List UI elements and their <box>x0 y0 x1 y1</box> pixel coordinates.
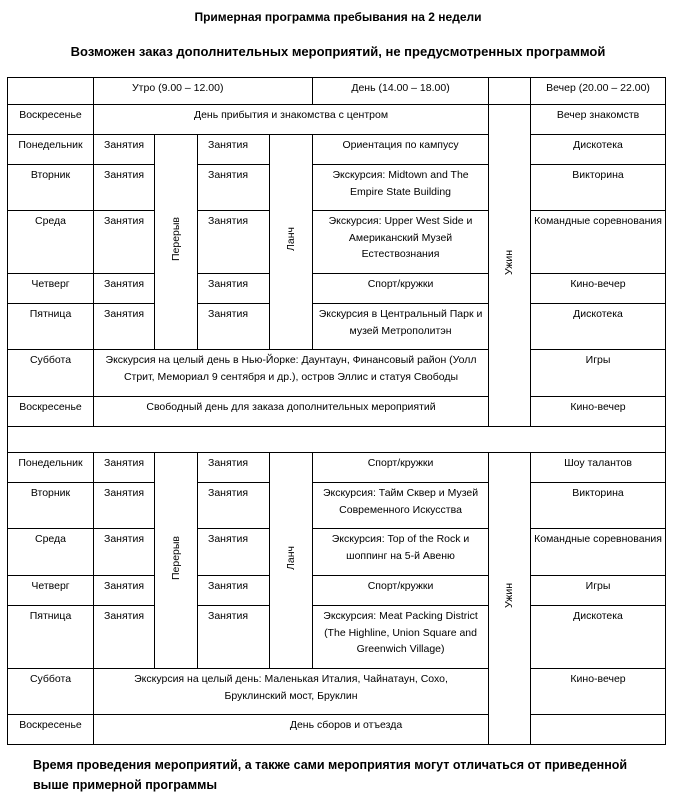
morning-cell: Занятия <box>94 304 155 350</box>
evening-cell: Игры <box>531 350 666 397</box>
day-cell: Воскресенье <box>8 715 94 745</box>
header-day-cell <box>8 78 94 105</box>
morning-cell: Занятия <box>94 135 155 165</box>
midday-cell: Занятия <box>198 576 270 606</box>
lunch-cell-week2: Ланч <box>270 453 313 669</box>
table-row <box>8 669 666 715</box>
evening-cell: Кино-вечер <box>531 669 666 715</box>
break-cell-week2: Перерыв <box>155 453 198 669</box>
midday-cell: Занятия <box>198 606 270 669</box>
afternoon-cell: Экскурсия в Центральный Парк и музей Метрополитэн <box>313 304 489 350</box>
morning-cell: Занятия <box>94 274 155 304</box>
evening-cell: Командные соревнования <box>531 211 666 274</box>
page-title: Примерная программа пребывания на 2 недели <box>194 10 482 24</box>
day-cell: Вторник <box>8 165 94 211</box>
midday-cell: Занятия <box>198 165 270 211</box>
day-cell: Четверг <box>8 576 94 606</box>
activity-cell: День сборов и отъезда <box>94 715 666 745</box>
morning-cell: Занятия <box>94 165 155 211</box>
table-row <box>8 135 666 165</box>
afternoon-cell: Экскурсия: Meat Packing District (The Highline, Union Square and Greenwich Village) <box>313 606 489 669</box>
header-row <box>8 78 666 105</box>
schedule-table <box>7 77 666 745</box>
week-separator-row <box>8 427 666 453</box>
table-row <box>8 576 666 606</box>
day-cell: Понедельник <box>8 135 94 165</box>
evening-cell: Дискотека <box>531 606 666 669</box>
activity-cell: Экскурсия на целый день: Маленькая Италия, Чайнатаун, Сохо, Бруклинский мост, Бруклин <box>94 669 489 715</box>
table-row <box>8 304 666 350</box>
separator-cell <box>8 427 666 453</box>
day-cell: Воскресенье <box>8 105 94 135</box>
midday-cell: Занятия <box>198 274 270 304</box>
evening-cell: Кино-вечер <box>531 397 666 427</box>
activity-cell: Свободный день для заказа дополнительных мероприятий <box>94 397 489 427</box>
dinner-cell-week1: Ужин <box>489 105 531 427</box>
break-cell-week1: Перерыв <box>155 135 198 350</box>
table-row <box>8 165 666 211</box>
table-row <box>8 274 666 304</box>
day-cell: Пятница <box>8 606 94 669</box>
day-cell: Суббота <box>8 350 94 397</box>
activity-cell: Экскурсия на целый день в Нью-Йорке: Даунтаун, Финансовый район (Уолл Стрит, Мемориал 9 сентября и др.), остров Эллис и статуя Свободы <box>94 350 489 397</box>
day-cell: Суббота <box>8 669 94 715</box>
morning-cell: Занятия <box>94 453 155 483</box>
evening-cell: Игры <box>531 576 666 606</box>
lunch-cell-week1: Ланч <box>270 135 313 350</box>
afternoon-cell: Экскурсия: Тайм Сквер и Музей Современного Искусства <box>313 483 489 529</box>
table-row <box>8 350 666 397</box>
evening-cell: Кино-вечер <box>531 274 666 304</box>
day-cell: Четверг <box>8 274 94 304</box>
afternoon-cell: Экскурсия: Upper West Side и Американский Музей Естествознания <box>313 211 489 274</box>
evening-cell: Шоу талантов <box>531 453 666 483</box>
midday-cell: Занятия <box>198 453 270 483</box>
evening-cell: Вечер знакомств <box>531 105 666 135</box>
evening-cell: Командные соревнования <box>531 529 666 576</box>
table-row <box>8 453 666 483</box>
page-subtitle: Возможен заказ дополнительных мероприятий, не предусмотренных программой <box>70 44 606 59</box>
afternoon-cell: Экскурсия: Top of the Rock и шоппинг на 5-й Авеню <box>313 529 489 576</box>
table-row <box>8 483 666 529</box>
table-row <box>8 529 666 576</box>
afternoon-cell: Спорт/кружки <box>313 453 489 483</box>
afternoon-cell: Ориентация по кампусу <box>313 135 489 165</box>
day-cell: Воскресенье <box>8 397 94 427</box>
midday-cell: Занятия <box>198 529 270 576</box>
day-cell: Пятница <box>8 304 94 350</box>
table-row <box>8 397 666 427</box>
header-day: День (14.00 – 18.00) <box>313 78 489 105</box>
table-row <box>8 606 666 669</box>
day-cell: Среда <box>8 529 94 576</box>
midday-cell: Занятия <box>198 304 270 350</box>
afternoon-cell: Экскурсия: Midtown and The Empire State Building <box>313 165 489 211</box>
dinner-cell-week2: Ужин <box>489 453 531 745</box>
afternoon-cell: Спорт/кружки <box>313 274 489 304</box>
activity-cell: День прибытия и знакомства с центром <box>94 105 489 135</box>
table-row <box>8 105 666 135</box>
evening-cell: Викторина <box>531 165 666 211</box>
day-cell: Вторник <box>8 483 94 529</box>
morning-cell: Занятия <box>94 483 155 529</box>
evening-cell: Дискотека <box>531 135 666 165</box>
midday-cell: Занятия <box>198 211 270 274</box>
midday-cell: Занятия <box>198 135 270 165</box>
day-cell: Понедельник <box>8 453 94 483</box>
footer-note: Время проведения мероприятий, а также сами мероприятия могут отличаться от приведенной выше примерной программы <box>33 758 628 792</box>
afternoon-cell: Спорт/кружки <box>313 576 489 606</box>
morning-cell: Занятия <box>94 211 155 274</box>
table-row <box>8 715 666 745</box>
day-cell: Среда <box>8 211 94 274</box>
header-evening: Вечер (20.00 – 22.00) <box>531 78 666 105</box>
morning-cell: Занятия <box>94 576 155 606</box>
header-morning: Утро (9.00 – 12.00) <box>94 78 313 105</box>
morning-cell: Занятия <box>94 529 155 576</box>
evening-cell: Викторина <box>531 483 666 529</box>
midday-cell: Занятия <box>198 483 270 529</box>
header-dinner-cell <box>489 78 531 105</box>
table-row <box>8 211 666 274</box>
evening-cell: Дискотека <box>531 304 666 350</box>
morning-cell: Занятия <box>94 606 155 669</box>
